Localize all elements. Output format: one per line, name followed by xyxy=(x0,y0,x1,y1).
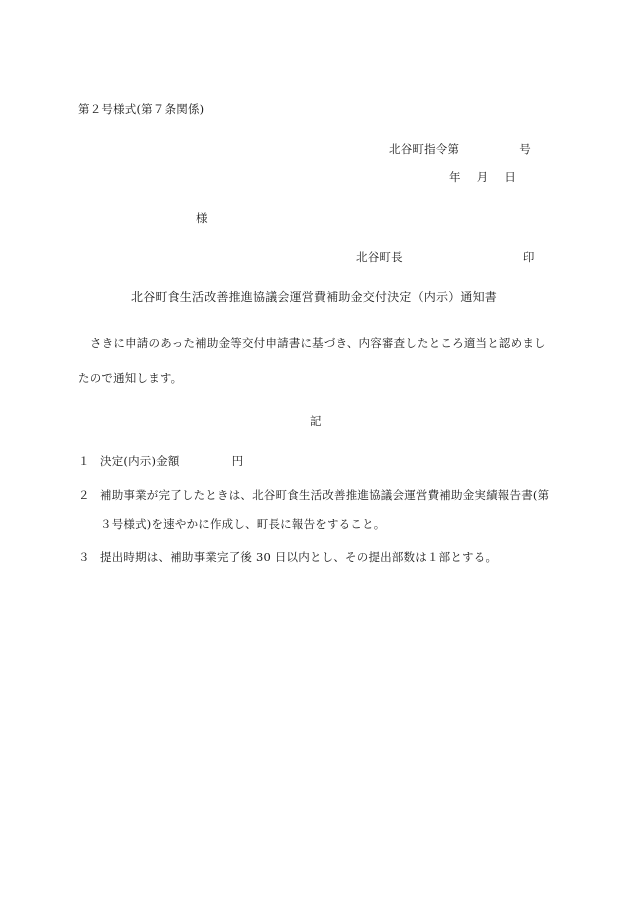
sender-line xyxy=(356,249,535,265)
document-number-prefix: 北谷町指令第 xyxy=(389,142,460,156)
body-text-line-2: たので通知します。 xyxy=(78,371,183,385)
body-text-line-1: さきに申請のあった補助金等交付申請書に基づき、内容審査したところ適当と認めまし xyxy=(90,336,546,350)
form-number: 第２号様式(第７条関係) xyxy=(78,102,205,116)
list-item-text: 提出時期は、補助事業完了後 30 日以内とし、その提出部数は１部とする。 xyxy=(100,550,498,564)
date-line xyxy=(449,169,516,185)
date-year: 年 xyxy=(449,170,461,184)
list-item-text: 補助事業が完了したときは、北谷町食生活改善推進協議会運営費補助金実績報告書(第 xyxy=(100,488,550,502)
amount-unit: 円 xyxy=(231,454,244,468)
list-item-number: １ xyxy=(78,454,90,468)
list-item-2-continuation: ３号様式)を速やかに作成し、町長に報告をすること。 xyxy=(100,517,386,531)
date-month: 月 xyxy=(476,170,489,184)
list-item-3 xyxy=(78,549,497,565)
list-item-2 xyxy=(78,487,549,503)
list-item-number: ３ xyxy=(78,550,90,564)
date-day: 日 xyxy=(504,170,517,184)
document-title: 北谷町食生活改善推進協議会運営費補助金交付決定（内示）通知書 xyxy=(131,290,498,304)
list-item-number: ２ xyxy=(78,488,90,502)
list-item-1 xyxy=(78,453,243,469)
document-number xyxy=(389,141,531,157)
list-item-text: 決定(内示)金額 xyxy=(100,454,180,468)
seal-mark: 印 xyxy=(522,250,535,264)
document-number-suffix: 号 xyxy=(519,142,531,156)
addressee: 様 xyxy=(196,211,208,225)
sender-name: 北谷町長 xyxy=(356,250,403,264)
ki-heading: 記 xyxy=(310,414,322,428)
